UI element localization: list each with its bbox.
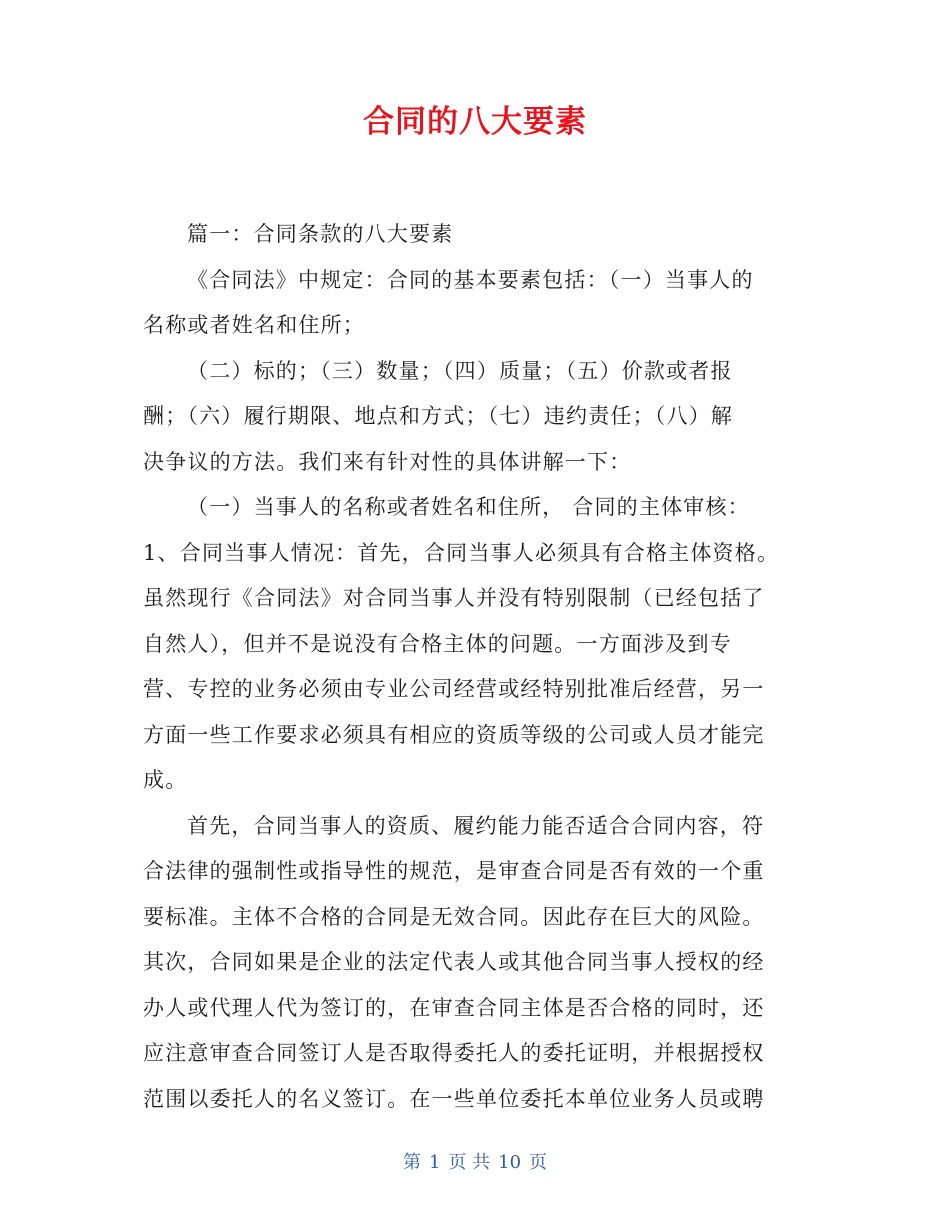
- text-line: 成。: [143, 768, 188, 792]
- text-line: 合法律的强制性或指导性的规范，是审查合同是否有效的一个重: [143, 859, 765, 883]
- footer-prefix: 第: [402, 1152, 421, 1173]
- text-line: 要标准。主体不合格的合同是无效合同。因此存在巨大的风险。: [143, 904, 765, 929]
- text-line: 其次，合同如果是企业的法定代表人或其他合同当事人授权的经: [143, 950, 765, 974]
- text-line: 决争议的方法。我们来有针对性的具体讲解一下：: [143, 449, 632, 474]
- text-line: 首先，合同当事人的资质、履约能力能否适合合同内容，符: [187, 813, 765, 838]
- footer-page-number: 1: [428, 1152, 441, 1173]
- text-line: 营、专控的业务必须由专业公司经营或经特别批准后经营，另一: [143, 677, 765, 701]
- footer-mid: 页 共: [448, 1152, 491, 1173]
- text-line: 范围以委托人的名义签订。在一些单位委托本单位业务人员或聘: [143, 1086, 765, 1111]
- text-line: 1、合同当事人情况：首先，合同当事人必须具有合格主体资格。: [143, 540, 780, 565]
- text-line: 应注意审查合同签订人是否取得委托人的委托证明，并根据授权: [143, 1041, 765, 1065]
- page-footer: [0, 1148, 950, 1174]
- text-line: 酬；（六）履行期限、地点和方式；（七）违约责任；（八）解: [143, 404, 734, 428]
- text-line: （二）标的；（三）数量；（四）质量；（五）价款或者报: [187, 358, 733, 383]
- text-line: 办人或代理人代为签订的，在审查合同主体是否合格的同时，还: [143, 995, 765, 1020]
- text-line: 方面一些工作要求必须具有相应的资质等级的公司或人员才能完: [143, 722, 765, 747]
- text-line: （一）当事人的名称或者姓名和住所， 合同的主体审核：: [187, 495, 750, 519]
- text-line: 自然人），但并不是说没有合格主体的问题。一方面涉及到专: [143, 631, 732, 656]
- document-title: 合同的八大要素: [363, 104, 587, 140]
- text-line: 《合同法》中规定：合同的基本要素包括：（一）当事人的: [187, 267, 754, 292]
- text-line: 虽然现行《合同法》对合同当事人并没有特别限制（已经包括了: [143, 586, 765, 610]
- text-line: 名称或者姓名和住所；: [143, 313, 365, 337]
- document-body: [143, 212, 798, 1122]
- footer-total-pages: 10: [498, 1152, 522, 1173]
- footer-suffix: 页: [529, 1152, 548, 1173]
- text-line: 篇一：合同条款的八大要素: [187, 222, 454, 246]
